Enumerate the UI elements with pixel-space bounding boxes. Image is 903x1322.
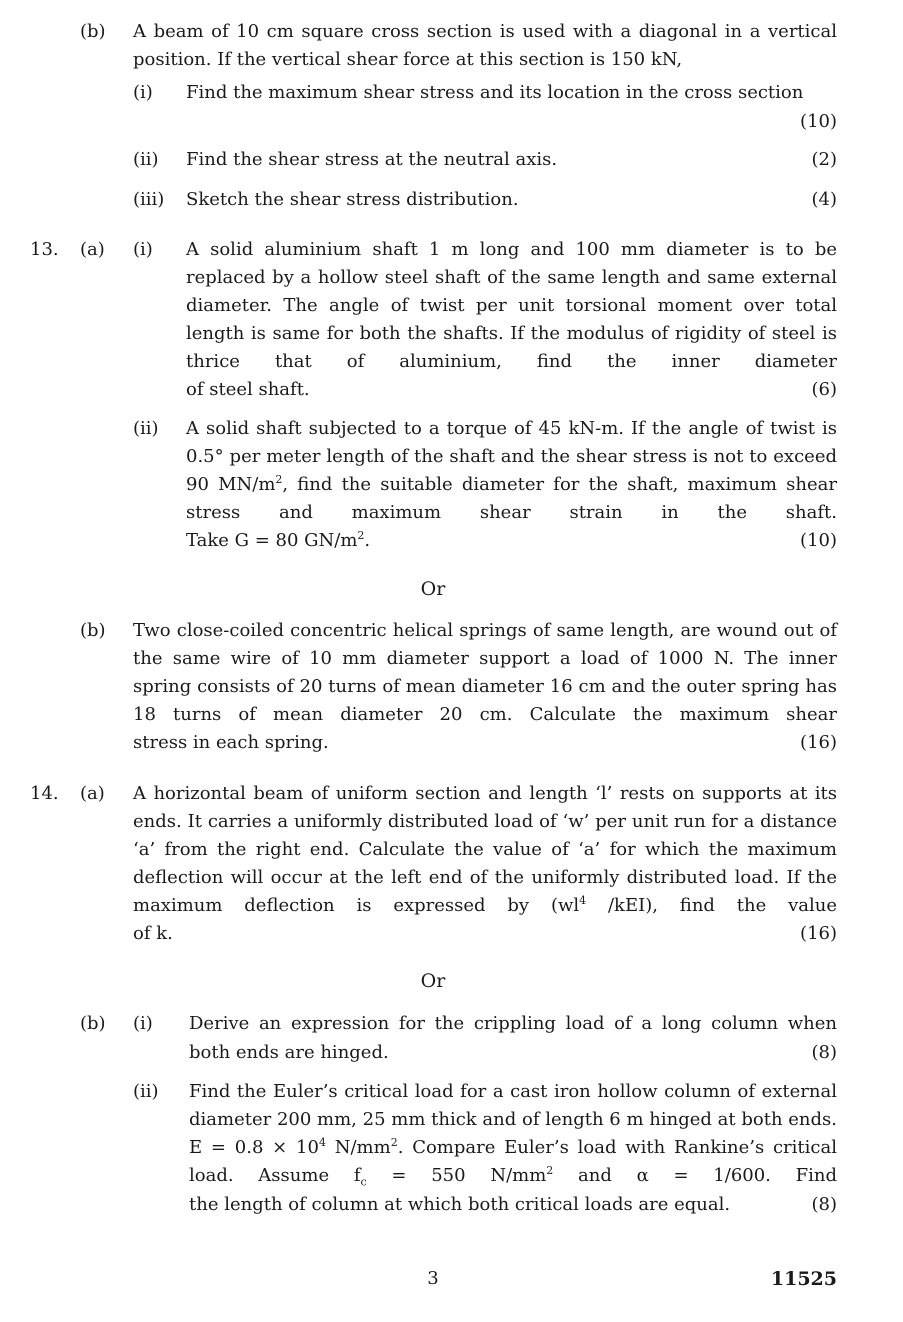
part-label: (ii): [133, 149, 159, 170]
marks: (6): [811, 379, 837, 400]
question-label: (b): [80, 620, 106, 641]
marks: (8): [811, 1042, 837, 1063]
question-number: 14.: [30, 783, 59, 804]
question-label: (a): [80, 783, 105, 804]
part-text-end: of steel shaft.: [186, 379, 310, 400]
part-text-end: the length of column at which both critical loads are equal.: [189, 1194, 731, 1215]
paper-code: 11525: [770, 1268, 837, 1290]
question-text-end: stress in each spring.: [133, 732, 329, 753]
part-text: A solid aluminium shaft 1 m long and 100 mm diameter is to be replaced by a hollow steel shaft of the same length and same external diameter. The angle of twist per unit torsional moment over total length is same for both the shafts. If the modulus of rigidity of steel is thrice that of aluminium, find the inner diameter: [186, 239, 837, 372]
marks: (10): [800, 530, 837, 551]
part-text: Find the Euler’s critical load for a cast iron hollow column of external diameter 200 mm, 25 mm thick and of length 6 m hinged at both ends. $E = 0.8 \times 10^4$ $N/mm^2$. Compare Euler’s load with Rankine’s critical load. Assume $f_c = 550$ $N/mm^2$ and α = 1/600. Find: [189, 1081, 838, 1189]
part-label: (iii): [133, 189, 165, 210]
part-text-end: Take G = 80 $GN/m^2$.: [186, 529, 371, 551]
question-number: 13.: [30, 239, 59, 260]
question-text: Two close-coiled concentric helical springs of same length, are wound out of the same wire of 10 mm diameter support a load of 1000 N. The inner spring consists of 20 turns of mean diameter 16 cm and the outer spring has 18 turns of mean diameter 20 cm. Calculate the maximum shear: [133, 620, 837, 725]
part-label: (i): [133, 82, 153, 103]
part-text: Sketch the shear stress distribution.: [186, 189, 519, 210]
marks: (4): [811, 189, 837, 210]
question-text: A beam of 10 cm square cross section is used with a diagonal in a vertical position. If the vertical shear force at this section is 150 kN,: [133, 21, 837, 70]
part-label: (i): [133, 239, 153, 260]
question-label: (b): [80, 21, 106, 42]
marks: (16): [800, 923, 837, 944]
part-text: Find the maximum shear stress and its location in the cross section: [186, 82, 804, 103]
or-divider: Or: [420, 970, 446, 992]
part-label: (ii): [133, 1081, 159, 1102]
part-text: Find the shear stress at the neutral axis.: [186, 149, 558, 170]
marks: (16): [800, 732, 837, 753]
part-text-end: both ends are hinged.: [189, 1042, 389, 1063]
question-label: (b): [80, 1013, 106, 1034]
part-text: A solid shaft subjected to a torque of 45 kN-m. If the angle of twist is 0.5° per meter length of the shaft and the shear stress is not to exceed 90 $MN/m^2$, find the suitable diameter for the shaft, maximum shear stress and maximum shear strain in the shaft.: [186, 418, 837, 523]
marks: (10): [800, 111, 837, 132]
question-text: A horizontal beam of uniform section and length ‘l’ rests on supports at its ends. It carries a uniformly distributed load of ‘w’ per unit run for a distance ‘a’ from the right end. Calculate the value of ‘a’ for which the maximum deflection will occur at the left end of the uniformly distributed load. If the maximum deflection is expressed by ($wl^4$ /kEI), find the value: [133, 783, 838, 916]
question-text-end: of k.: [133, 923, 173, 944]
marks: (8): [811, 1194, 837, 1215]
or-divider: Or: [420, 578, 446, 600]
part-text: Derive an expression for the crippling load of a long column when: [189, 1013, 837, 1034]
marks: (2): [811, 149, 837, 170]
part-label: (i): [133, 1013, 153, 1034]
part-label: (ii): [133, 418, 159, 439]
page-number: 3: [427, 1268, 439, 1289]
question-label: (a): [80, 239, 105, 260]
